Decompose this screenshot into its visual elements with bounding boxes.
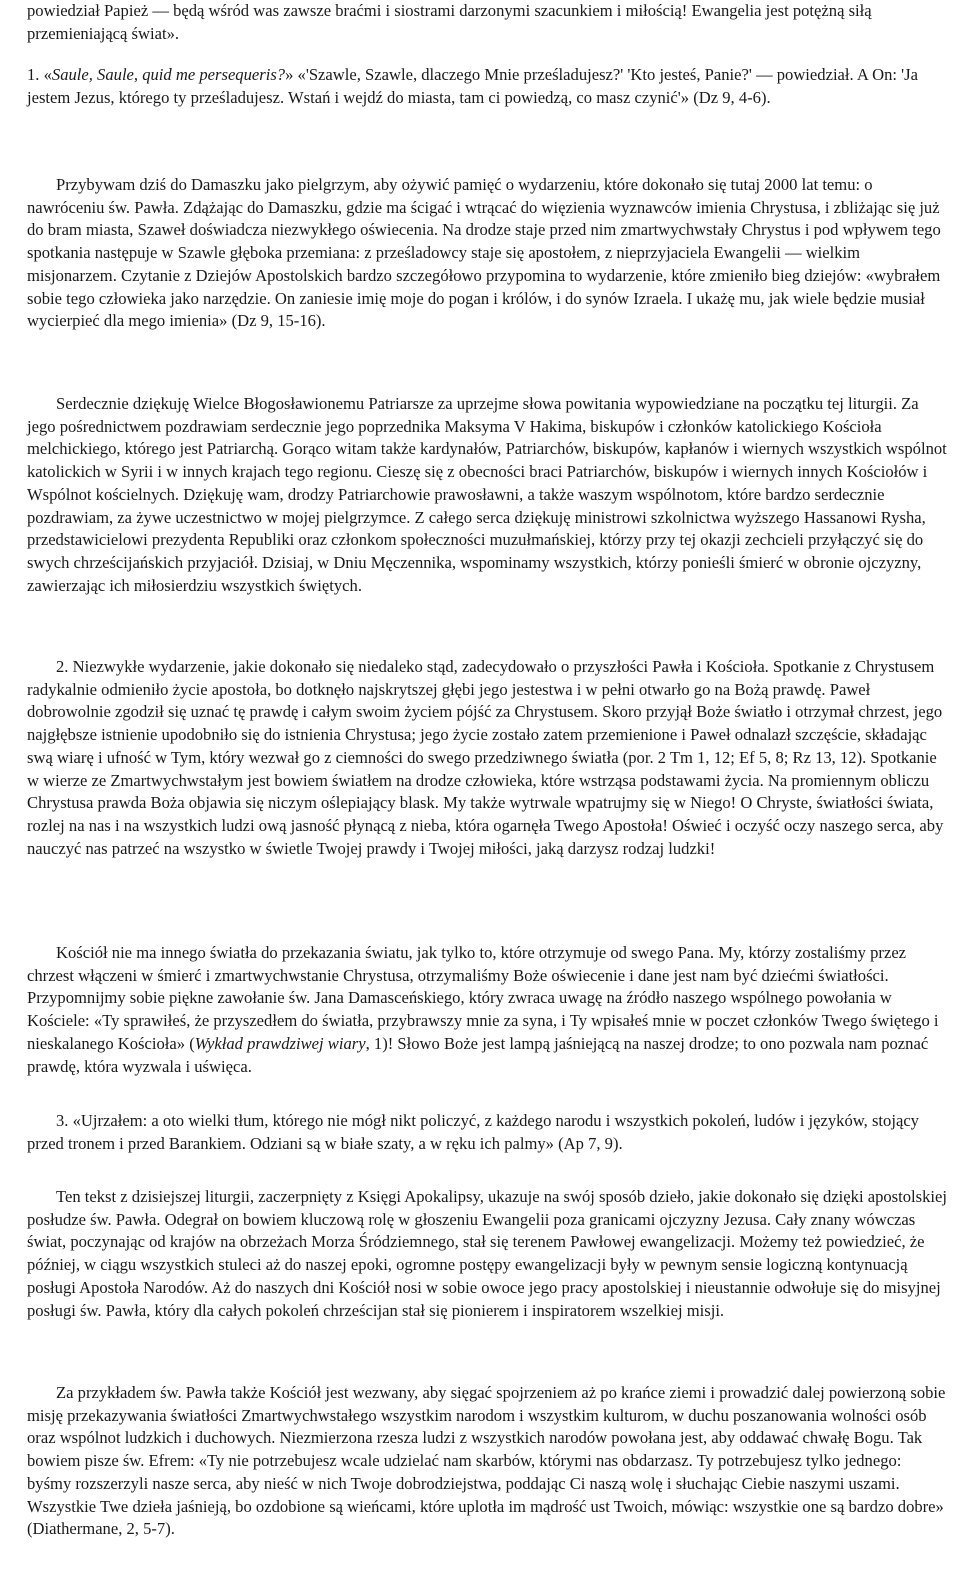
text-run: Za przykładem św. Pawła także Kościół jest wezwany, aby sięgać spojrzeniem aż po krańce ziemi i prowadzić dalej powierzoną sobie misję przekazywania światłości Zmartwychwstałego wszystkim narodom i wszystkim kulturom, w duchu poszanowania wolności osób oraz wspólnot ludzkich i duchowych. Niezmierzona rzesza ludzi z wszystkich narodów powołana jest, aby oddawać chwałę Bogu. Tak bowiem pisze św. Efrem: «Ty nie potrzebujesz wcale udzielać nam skarbów, którymi nas obdarzasz. Ty potrzebujesz tylko jednego: byśmy rozszerzyli nasze serca, aby nieść w nich Twoje dobrodziejstwa, poddając Ci naszą wolę i słuchając Ciebie naszymi uszami. Wszystkie Twe dzieła jaśnieją, bo ozdobione są wieńcami, które uplotła im mądrość ust Twoich, mówiąc: wszystkie one są bardzo dobre» (Diathermane, 2, 5-7). [27,1383,946,1539]
paragraph-damascus-pilgrimage [27,174,948,333]
text-run: » «'Szawle, Szawle, dlaczego Mnie prześladujesz?' 'Kto jesteś, Panie?' — powiedział. A On: 'Ja jestem Jezus, którego ty prześladujesz. Wstań i wejdź do miasta, tam ci powiedzą, co masz czynić'» (Dz 9, 4-6). [27,65,918,107]
text-run: , 1)! Słowo Boże jest lampą jaśniejącą na naszej drodze; to ono pozwala nam poznać prawdę, która wyzwala i uświęca. [27,1033,929,1076]
text-run: 3. «Ujrzałem: a oto wielki tłum, którego nie mógł nikt policzyć, z każdego narodu i wszystkich pokoleń, ludów i języków, stojący przed tronem i przed Barankiem. Odziani są w białe szaty, a w ręku ich palmy» (Ap 7, 9). [27,1111,919,1153]
italic-text-run: Wykład prawdziwej wiary [194,1033,366,1053]
paragraph-section-1-quote [27,64,948,109]
text-run: 2. Niezwykłe wydarzenie, jakie dokonało się niedaleko stąd, zadecydowało o przyszłości Pawła i Kościoła. Spotkanie z Chrystusem radykalnie odmieniło życie apostoła, bo dotknęło najskrytszej głębi jego jestestwa i w pełni otwarło go na Bożą prawdę. Paweł dobrowolnie zgodził się uznać tę prawdę i całym swoim życiem pójść za Chrystusem. Skoro przyjął Boże światło i otrzymał chrzest, jego najgłębsze istnienie upodobniło się do istnienia Chrystusa; jego życie zostało zatem przemienione i Paweł odnalazł szczęście, składając swą wiarę i ufność w Tym, który wezwał go z ciemności do swego przedziwnego światła (por. 2 Tm 1, 12; Ef 5, 8; Rz 13, 12). Spotkanie w wierze ze Zmartwychwstałym jest bowiem światłem na drodze człowieka, które wstrząsa podstawami życia. Na promiennym obliczu Chrystusa prawda Boża objawia się niczym oślepiający blask. My także wytrwale wpatrujmy się w Niego! O Chryste, światłości świata, rozlej na nas i na wszystkich ludzi ową jasność płynącą z nieba, która ogarnęła Twego Apostoła! Oświeć i oczyść oczy naszego serca, aby nauczyć nas patrzeć na wszystko w świetle Twojej prawdy i Twojej miłości, jaką darzysz rodzaj ludzki! [27,657,944,858]
paragraph-church-light [27,942,948,1078]
text-run: powiedział Papież — będą wśród was zawsze braćmi i siostrami darzonymi szacunkiem i miłością! Ewangelia jest potężną siłą przemieniającą świat». [27,1,872,43]
text-run: Przybywam dziś do Damaszku jako pielgrzym, aby ożywić pamięć o wydarzeniu, które dokonało się tutaj 2000 lat temu: o nawróceniu św. Pawła. Zdążając do Damaszku, gdzie ma ścigać i wtrącać do więzienia wyznawców imienia Chrystusa, i zbliżając się już do bram miasta, Szaweł doświadcza niezwykłego oświecenia. Na drodze staje przed nim zmartwychwstały Chrystus i pod wpływem tego spotkania następuje w Szawle głęboka przemiana: z prześladowcy staje się apostołem, z nieprzyjaciela Ewangelii — wielkim misjonarzem. Czytanie z Dziejów Apostolskich bardzo szczegółowo przypomina to wydarzenie, które zmieniło bieg dziejów: «wybrałem sobie tego człowieka jako narzędzie. On zaniesie imię moje do pogan i królów, i do synów Izraela. I ukażę mu, jak wiele będzie musiał wycierpieć dla mego imienia» (Dz 9, 15-16). [27,175,941,331]
text-run: 1. « [27,65,52,84]
paragraph-section-2-encounter [27,656,948,860]
paragraph-papal-quote-end [27,0,948,45]
paragraph-liturgy-apocalypse [27,1186,948,1322]
text-run: Ten tekst z dzisiejszej liturgii, zaczerpnięty z Księgi Apokalipsy, ukazuje na swój sposób dzieło, jakie dokonało się dzięki apostolskiej posłudze św. Pawła. Odegrał on bowiem kluczową rolę w głoszeniu Ewangelii poza granicami ojczyzny Jezusa. Cały znany wówczas świat, poczynając od krajów na obrzeżach Morza Śródziemnego, stał się terenem Pawłowej ewangelizacji. Możemy też powiedzieć, że później, w ciągu wszystkich stuleci aż do naszej epoki, ogromne postępy ewangelizacji były w pewnym sensie logiczną kontynuacją posługi Apostoła Narodów. Aż do naszych dni Kościół nosi w sobie owoce jego pracy apostolskiej i nieustannie odwołuje się do misyjnej posługi św. Pawła, który dla całych pokoleń chrześcijan stał się pionierem i inspiratorem wszelkiej misji. [27,1187,947,1320]
paragraph-section-3-quote [27,1110,948,1155]
italic-text-run: Saule, Saule, quid me persequeris? [51,65,286,84]
paragraph-mission-church [27,1382,948,1541]
text-run: Serdecznie dziękuję Wielce Błogosławionemu Patriarsze za uprzejme słowa powitania wypowiedziane na początku tej liturgii. Za jego pośrednictwem pozdrawiam serdecznie jego poprzednika Maksyma V Hakima, biskupów i członków katolickiego Kościoła melchickiego, którego jest Patriarchą. Gorąco witam także kardynałów, Patriarchów, biskupów, kapłanów i wiernych wszystkich wspólnot katolickich w Syrii i w innych krajach tego regionu. Cieszę się z obecności braci Patriarchów, biskupów i wiernych innych Kościołów i Wspólnot kościelnych. Dziękuję wam, drodzy Patriarchowie prawosławni, a także waszym wspólnotom, które bardzo serdecznie pozdrawiam, za żywe uczestnictwo w mojej pielgrzymce. Z całego serca dziękuję ministrowi szkolnictwa wyższego Hassanowi Rysha, przedstawicielowi prezydenta Republiki oraz członkom społeczności muzułmańskiej, którzy przy tej okazji zechcieli przyłączyć się do swych chrześcijańskich przyjaciół. Dzisiaj, w Dniu Męczennika, wspominamy wszystkich, którzy ponieśli śmierć w obronie ojczyzny, zawierzając ich miłosierdziu wszystkich świętych. [27,394,947,595]
text-run: Kościół nie ma innego światła do przekazania światu, jak tylko to, które otrzymuje od swego Pana. My, którzy zostaliśmy przez chrzest włączeni w śmierć i zmartwychwstanie Chrystusa, otrzymaliśmy Boże oświecenie i dane jest nam być dziećmi światłości. Przypomnijmy sobie piękne zawołanie św. Jana Damasceńskiego, który zwraca uwagę na źródło naszego wspólnego powołania w Kościele: «Ty sprawiłeś, że przyszedłem do światła, przybrawszy mnie za syna, i Ty wpisałeś mnie w poczet członków Twego świętego i nieskalanego Kościoła» ( [27,943,939,1053]
paragraph-greetings-thanks [27,393,948,597]
